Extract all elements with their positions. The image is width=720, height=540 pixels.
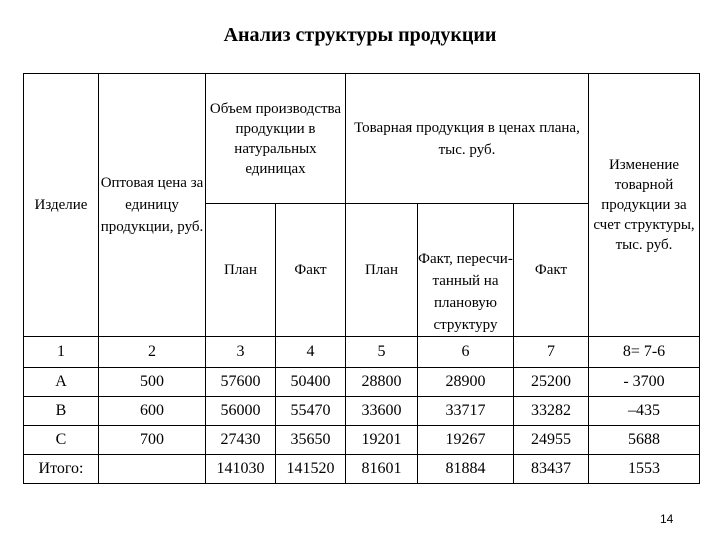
table-cell: 141030 xyxy=(206,455,276,484)
table-cell: 33717 xyxy=(418,397,514,426)
table-cell: 33600 xyxy=(346,397,418,426)
header-goods-recalc: Факт, пересчи-танный на плановую структуру xyxy=(418,204,514,337)
product-cell: С xyxy=(24,426,99,455)
table-cell: 25200 xyxy=(514,368,589,397)
index-cell: 7 xyxy=(514,337,589,368)
table-cell: –435 xyxy=(589,397,700,426)
table-cell: 5688 xyxy=(589,426,700,455)
table-cell: 50400 xyxy=(276,368,346,397)
table-cell: - 3700 xyxy=(589,368,700,397)
header-goods-fact: Факт xyxy=(514,204,589,337)
column-index-row xyxy=(24,337,700,368)
table-cell: 55470 xyxy=(276,397,346,426)
header-product: Изделие xyxy=(24,74,99,337)
header-change: Изменение товарной продукции за счет структуры, тыс. руб. xyxy=(589,74,700,337)
table-cell: 57600 xyxy=(206,368,276,397)
product-structure-table xyxy=(23,73,700,484)
header-volume-plan: План xyxy=(206,204,276,337)
table-cell: 33282 xyxy=(514,397,589,426)
table-cell: 700 xyxy=(99,426,206,455)
index-cell: 5 xyxy=(346,337,418,368)
table-cell: 24955 xyxy=(514,426,589,455)
index-cell: 6 xyxy=(418,337,514,368)
table-cell: 83437 xyxy=(514,455,589,484)
product-cell: В xyxy=(24,397,99,426)
table-cell: 141520 xyxy=(276,455,346,484)
table-cell xyxy=(99,455,206,484)
table-cell: 81884 xyxy=(418,455,514,484)
index-cell: 1 xyxy=(24,337,99,368)
header-volume: Объем производства продукции в натуральных единицах xyxy=(206,74,346,204)
header-volume-fact: Факт xyxy=(276,204,346,337)
total-row xyxy=(24,455,700,484)
table-cell: 35650 xyxy=(276,426,346,455)
table-cell: 27430 xyxy=(206,426,276,455)
table-cell: 81601 xyxy=(346,455,418,484)
table-cell: 1553 xyxy=(589,455,700,484)
index-cell: 8= 7-6 xyxy=(589,337,700,368)
index-cell: 3 xyxy=(206,337,276,368)
table-cell: 19201 xyxy=(346,426,418,455)
header-price: Оптовая цена за единицу продукции, руб. xyxy=(99,74,206,337)
table-row xyxy=(24,368,700,397)
table-cell: 600 xyxy=(99,397,206,426)
index-cell: 4 xyxy=(276,337,346,368)
index-cell: 2 xyxy=(99,337,206,368)
table-cell: 28900 xyxy=(418,368,514,397)
header-goods-plan: План xyxy=(346,204,418,337)
header-goods: Товарная продукция в ценах плана, тыс. руб. xyxy=(346,74,589,204)
table-cell: 500 xyxy=(99,368,206,397)
table-cell: 28800 xyxy=(346,368,418,397)
product-structure-table-container xyxy=(23,73,700,484)
table-cell: 19267 xyxy=(418,426,514,455)
page-number: 14 xyxy=(660,512,674,526)
table-cell: 56000 xyxy=(206,397,276,426)
table-row xyxy=(24,397,700,426)
page-title: Анализ структуры продукции xyxy=(223,24,497,46)
total-label: Итого: xyxy=(24,455,99,484)
product-cell: А xyxy=(24,368,99,397)
table-row xyxy=(24,426,700,455)
